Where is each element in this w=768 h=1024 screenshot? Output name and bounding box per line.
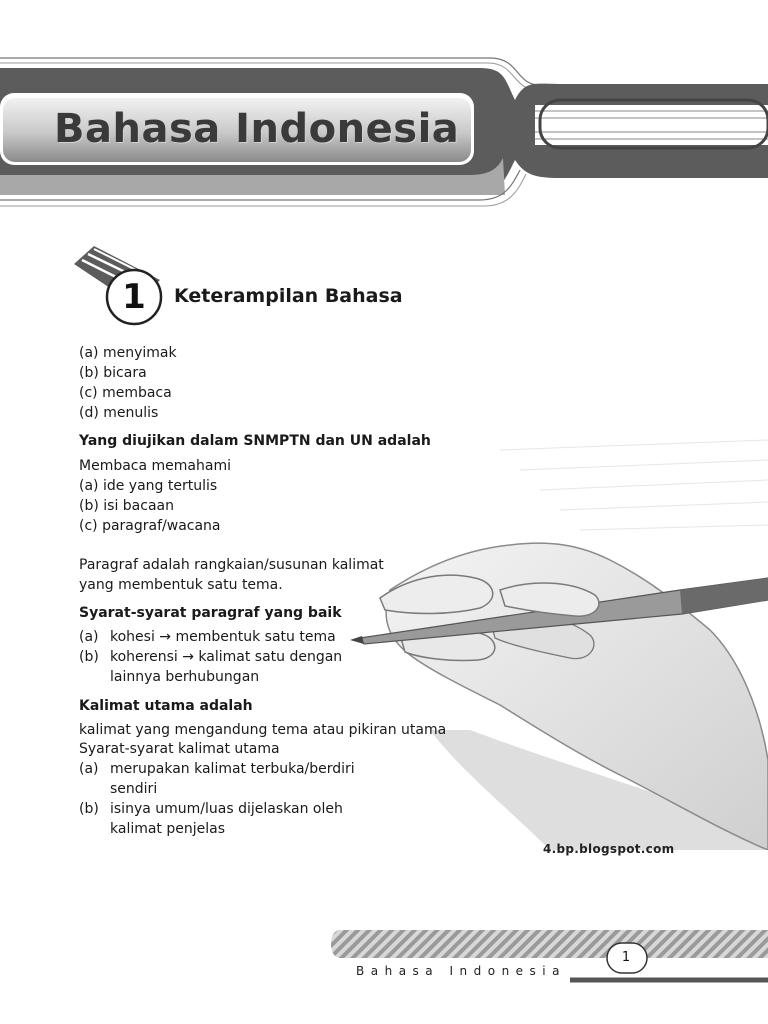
footer-banner <box>320 920 768 990</box>
paragraph-definition: Paragraf adalah rangkaian/susunan kalimat <box>79 557 384 573</box>
hand-holding-pen-icon <box>350 430 768 850</box>
list-text-continued: sendiri <box>110 781 158 797</box>
tested-heading: Yang diujikan dalam SNMPTN dan UN adalah <box>79 433 431 449</box>
main-sentence-heading: Kalimat utama adalah <box>79 698 253 714</box>
chapter-title: Keterampilan Bahasa <box>174 285 403 307</box>
list-item <box>79 627 336 647</box>
list-label: (a) <box>79 761 99 777</box>
image-credit: 4.bp.blogspot.com <box>543 842 675 856</box>
reading-item: (a) ide yang tertulis <box>79 478 218 494</box>
skill-item: (c) membaca <box>79 385 172 401</box>
page-number: 1 <box>621 950 631 965</box>
list-text: isinya umum/luas dijelaskan oleh <box>110 801 343 817</box>
list-text-continued: kalimat penjelas <box>110 821 226 837</box>
skill-item: (a) menyimak <box>79 345 177 361</box>
main-sentence-requirements-title: Syarat-syarat kalimat utama <box>79 741 280 757</box>
list-label: (a) <box>79 629 99 645</box>
paragraph-definition: yang membentuk satu tema. <box>79 577 283 593</box>
list-label: (b) <box>79 801 99 817</box>
list-text-continued: lainnya berhubungan <box>110 669 260 685</box>
list-label: (b) <box>79 649 99 665</box>
skill-item: (b) bicara <box>79 365 147 381</box>
list-text: merupakan kalimat terbuka/berdiri <box>110 761 355 777</box>
skill-item: (d) menulis <box>79 405 159 421</box>
header-title: Bahasa Indonesia <box>54 106 460 152</box>
list-item <box>79 799 343 819</box>
paragraph-requirements-heading: Syarat-syarat paragraf yang baik <box>79 605 342 621</box>
reading-title: Membaca memahami <box>79 458 231 474</box>
reading-item: (c) paragraf/wacana <box>79 518 221 534</box>
reading-item: (b) isi bacaan <box>79 498 174 514</box>
footer-title: Bahasa Indonesia <box>356 964 566 978</box>
chapter-number: 1 <box>122 277 146 317</box>
list-item <box>79 759 355 779</box>
list-item <box>79 647 342 667</box>
main-sentence-definition: kalimat yang mengandung tema atau pikiran utama <box>79 722 447 738</box>
list-text: kohesi → membentuk satu tema <box>110 629 336 645</box>
list-text: koherensi → kalimat satu dengan <box>110 649 343 665</box>
